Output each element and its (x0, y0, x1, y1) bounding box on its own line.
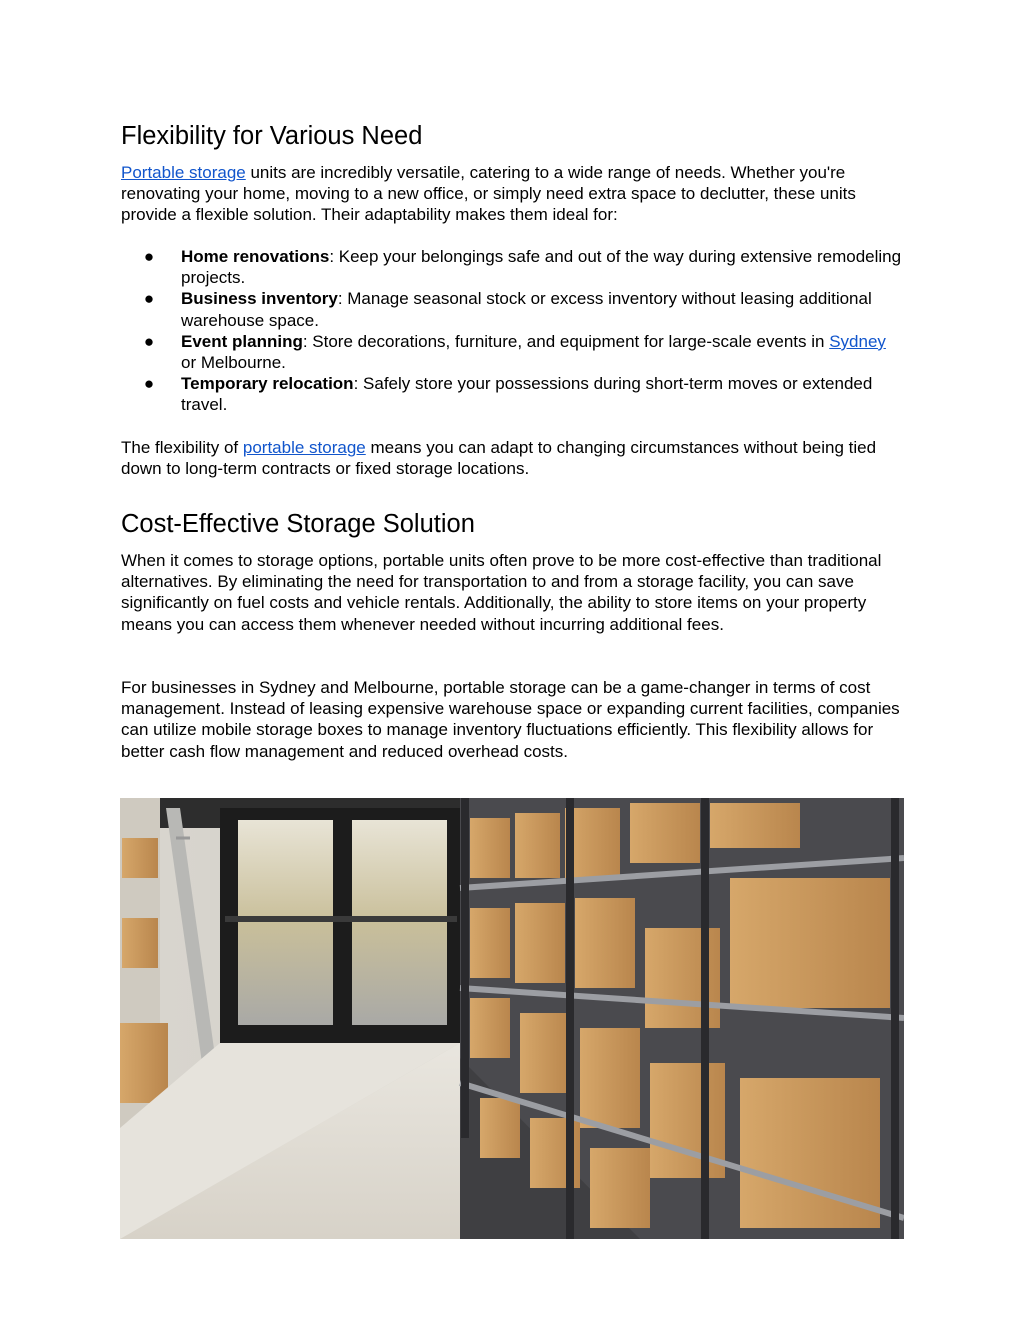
closing-text-after: means you can adapt to changing circumstances without being tied down to long-term contracts or fixed storage locations. (121, 438, 877, 479)
warehouse-photo (120, 798, 904, 1239)
bullet-icon: ● (143, 247, 155, 266)
list-item-text: : Safely store your possessions during short-term moves or extended travel. (181, 374, 873, 415)
section-heading-cost: Cost-Effective Storage Solution (121, 510, 475, 538)
intro-paragraph (121, 162, 905, 226)
list-item (121, 288, 905, 330)
list-item-text: : Manage seasonal stock or excess inventory without leasing additional warehouse space. (181, 289, 872, 330)
closing-text-before: The flexibility of (121, 438, 243, 457)
bullet-icon: ● (143, 331, 155, 351)
list-item (121, 331, 905, 373)
portable-storage-link-2[interactable]: portable storage (242, 438, 366, 457)
needs-list (121, 246, 905, 416)
portable-storage-link[interactable]: Portable storage (121, 163, 246, 182)
warehouse-illustration (120, 798, 904, 1239)
intro-text: units are incredibly versatile, catering to a wide range of needs. Whether you're renovating your home, moving to a new office, or simply need extra space to declutter, these units provide a flexible solution. Their adaptability makes them ideal for: (121, 163, 856, 225)
list-item-title: Business inventory (181, 289, 338, 309)
list-item-title: Temporary relocation (181, 374, 354, 394)
section-heading-flexibility: Flexibility for Various Need (121, 122, 423, 150)
closing-paragraph (121, 437, 905, 479)
list-item (121, 373, 905, 415)
list-item-text: : Store decorations, furniture, and equipment for large-scale events in (302, 331, 830, 351)
list-item (121, 246, 905, 288)
list-item-text: : Keep your belongings safe and out of the way during extensive remodeling projects. (181, 247, 902, 288)
sydney-link[interactable]: Sydney (829, 331, 886, 351)
list-item-title: Home renovations (181, 247, 330, 266)
list-item-text-after: or Melbourne. (181, 353, 286, 373)
bullet-icon: ● (143, 289, 155, 309)
cost-paragraph-2: For businesses in Sydney and Melbourne, portable storage can be a game-changer in terms of cost management. Instead of leasing expensive warehouse space or expanding current facilities, companies can utilize mobile storage boxes to manage inventory fluctuations efficiently. This flexibility allows for better cash flow management and reduced overhead costs. (121, 678, 900, 761)
cost-paragraph-1: When it comes to storage options, portable units often prove to be more cost-effective than traditional alternatives. By eliminating the need for transportation to and from a storage facility, you can save significantly on fuel costs and vehicle rentals. Additionally, the ability to store items on your property means you can access them whenever needed without incurring additional fees. (121, 551, 882, 634)
bullet-icon: ● (143, 374, 155, 394)
list-item-title: Event planning (181, 331, 303, 351)
